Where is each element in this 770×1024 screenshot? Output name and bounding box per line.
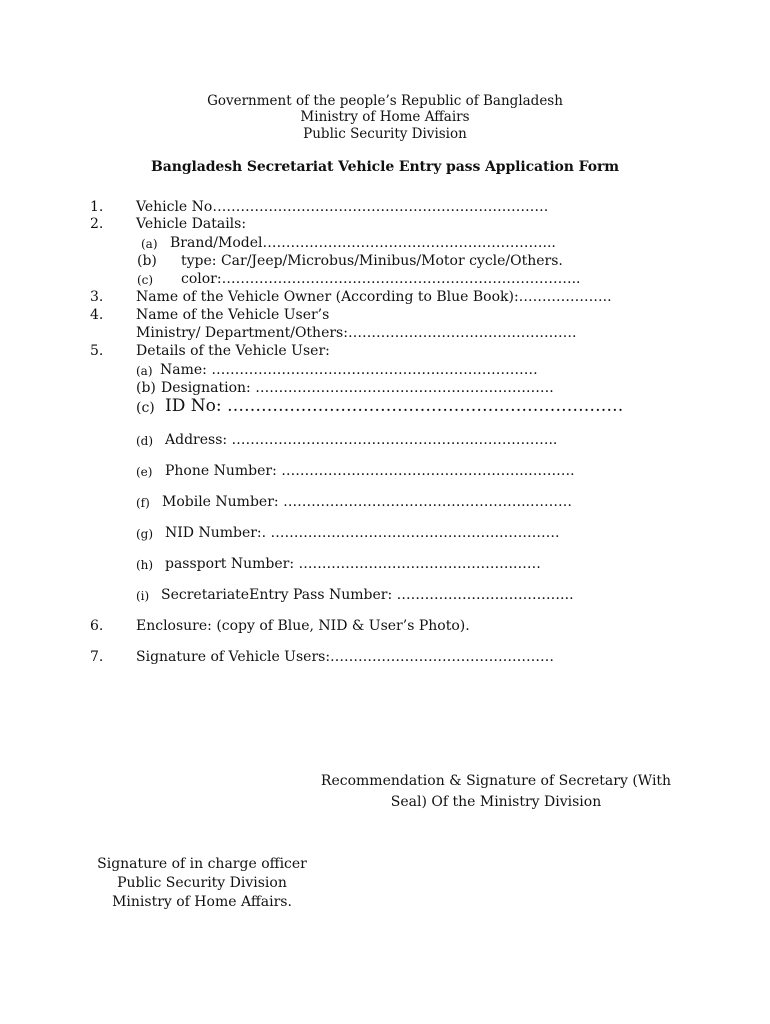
subitem-text: SecretariateEntry Pass Number: ………………………………..	[161, 587, 574, 603]
header-ministry: Ministry of Home Affairs	[300, 109, 470, 125]
subitem-text: Phone Number: ……………………………………………..……….	[165, 463, 575, 479]
subitem-text: Address: ……………………………………………..……………..	[165, 432, 558, 448]
item-text: Ministry/ Department/Others:………………………………………….	[136, 325, 577, 341]
header-division: Public Security Division	[303, 126, 467, 142]
item-text: Signature of Vehicle Users:…………………………………………	[136, 649, 555, 665]
subitem-mark: (a)	[141, 237, 158, 251]
subitem-mark: (d)	[136, 434, 154, 448]
subitem-text: Name: ………………………………………….…………………	[160, 362, 538, 378]
subitem-mark: (f)	[136, 496, 150, 510]
item-text: Vehicle Datails:	[136, 216, 247, 232]
subitem-mark: (b)	[137, 253, 157, 269]
subitem-mark: (c)	[136, 400, 155, 416]
subitem-text: NID Number:. ………………………………………….………….	[165, 525, 560, 541]
subitem-mark: (a)	[136, 364, 153, 378]
officer-line1: Signature of in charge officer	[97, 856, 307, 872]
item-number: 6.	[90, 618, 104, 634]
subitem-mark: (h)	[136, 558, 154, 572]
subitem-text: Mobile Number: ……………………………………………..………	[162, 494, 572, 510]
subitem-mark: (c)	[137, 273, 154, 287]
recommendation-line2: Seal) Of the Ministry Division	[390, 794, 602, 810]
officer-line2: Public Security Division	[117, 875, 287, 891]
item-number: 1.	[90, 199, 104, 215]
item-text: Vehicle No………………………………………………………………	[136, 199, 549, 215]
subitem-text: ID No: ………………………………………….…………………	[165, 396, 624, 416]
officer-signature	[72, 855, 332, 912]
form-title: Bangladesh Secretariat Vehicle Entry pass Application Form	[151, 159, 619, 175]
subitem-text: color:…………………………………………………………………..	[181, 271, 581, 287]
item-number: 7.	[90, 649, 104, 665]
subitem-mark: (i)	[136, 589, 150, 603]
item-text: Name of the Vehicle Owner (According to Blue Book):………………..	[136, 289, 612, 305]
item-number: 4.	[90, 307, 104, 323]
item-number: 3.	[90, 289, 104, 305]
subitem-mark: (e)	[136, 465, 153, 479]
subitem-text: type: Car/Jeep/Microbus/Minibus/Motor cycle/Others.	[181, 253, 563, 269]
item-number: 5.	[90, 343, 104, 359]
subitem-mark: (b)	[136, 380, 156, 396]
subitem-text: Designation: ……………………………………………………….	[161, 380, 554, 396]
item-text: Enclosure: (copy of Blue, NID & User’s Photo).	[136, 618, 470, 634]
subitem-text: Brand/Model……………………………………………………...	[170, 235, 556, 251]
item-number: 2.	[90, 216, 104, 232]
officer-line3: Ministry of Home Affairs.	[112, 894, 292, 910]
recommendation-signature	[296, 772, 696, 812]
recommendation-line1: Recommendation & Signature of Secretary (With	[320, 773, 672, 789]
subitem-mark: (g)	[136, 527, 154, 541]
item-text: Name of the Vehicle User’s	[136, 307, 330, 323]
subitem-text: passport Number: ……………………………………….……	[165, 556, 541, 572]
header-government: Government of the people’s Republic of Bangladesh	[207, 93, 563, 109]
item-text: Details of the Vehicle User:	[136, 343, 330, 359]
